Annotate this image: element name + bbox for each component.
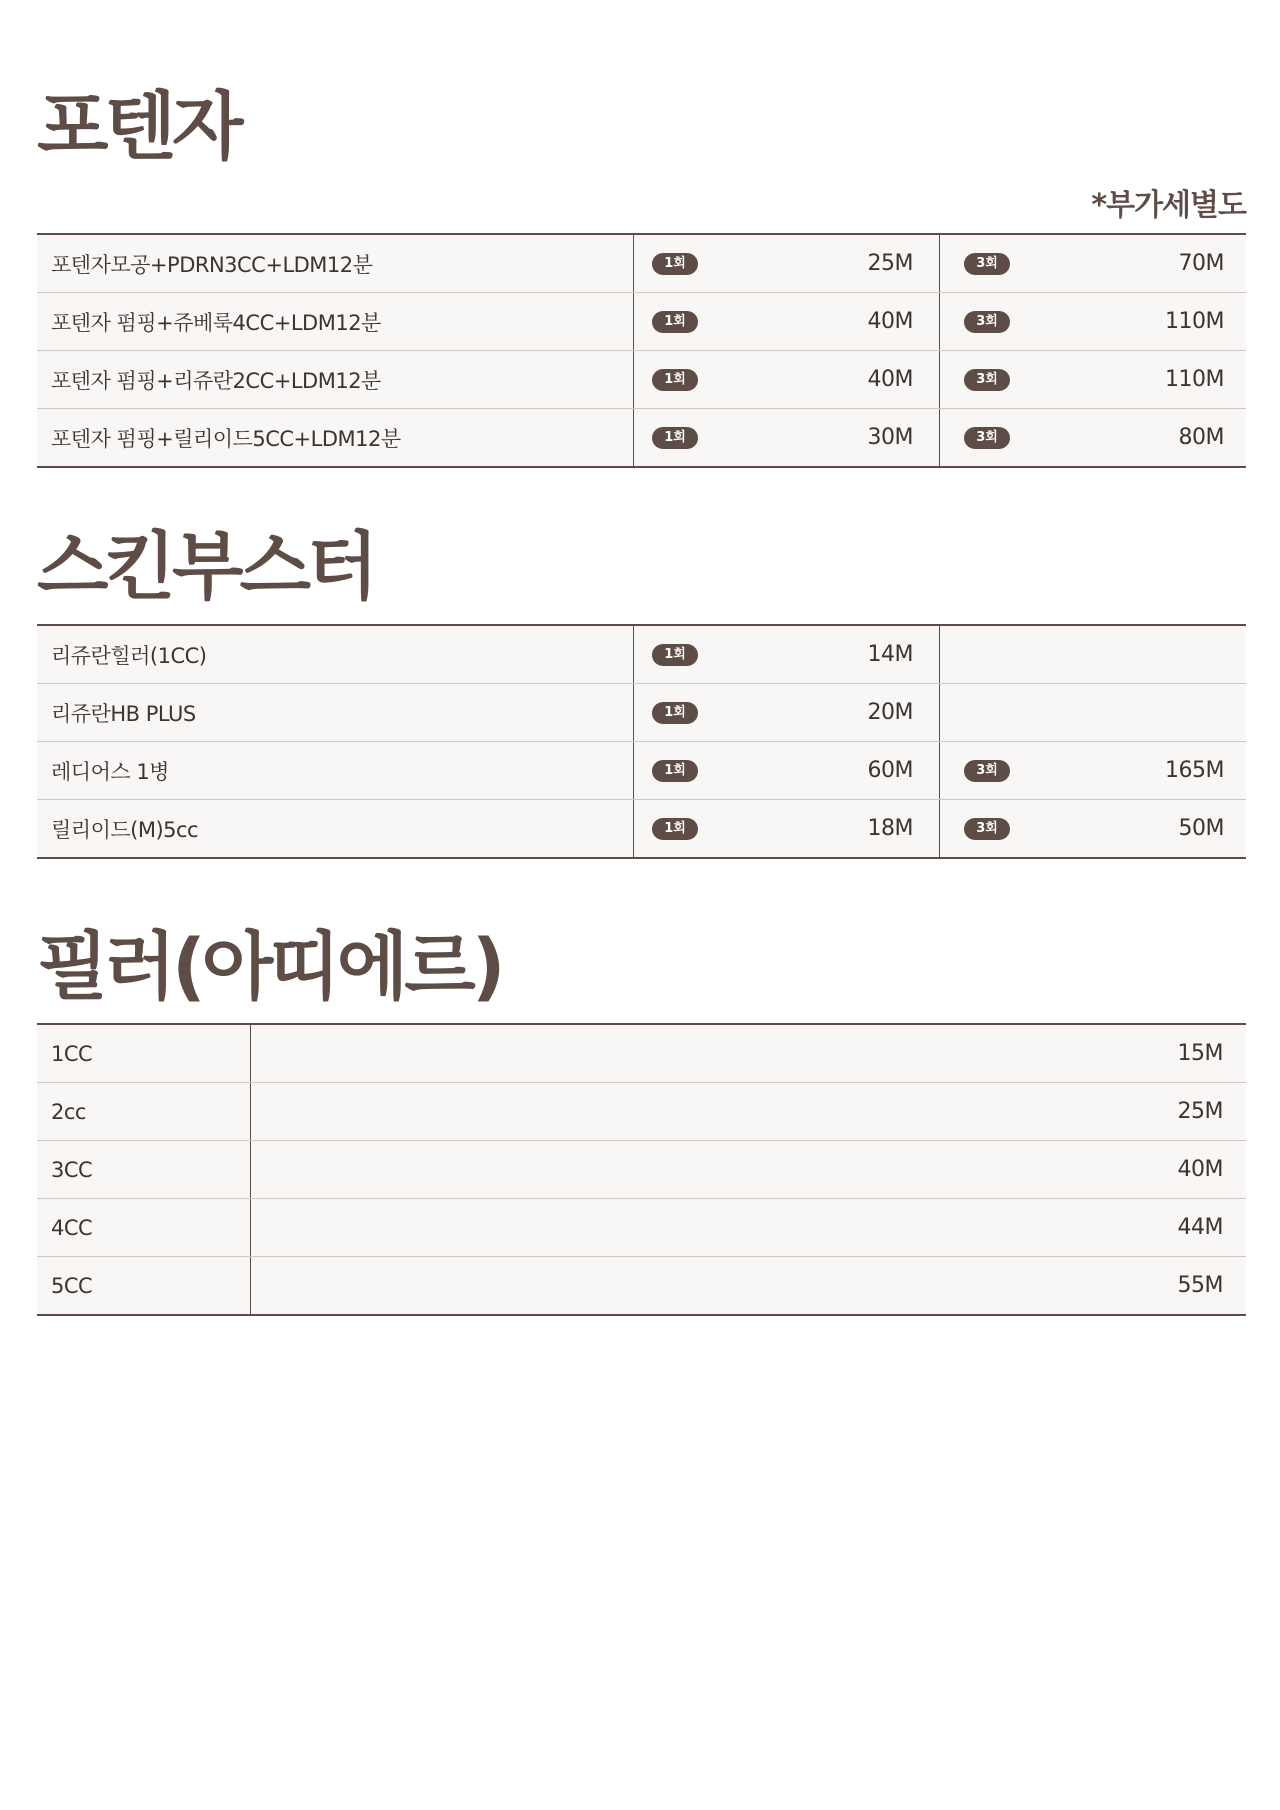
price-value: 70M: [1178, 251, 1224, 276]
filler-amount: 2cc: [37, 1083, 251, 1141]
empty-cell: [940, 625, 1247, 684]
session-badge: 3회: [964, 427, 1010, 449]
filler-amount: 5CC: [37, 1257, 251, 1316]
price-value: 165M: [1165, 758, 1224, 783]
session-badge: 1회: [652, 311, 698, 333]
skinbooster-price-table: [37, 624, 1246, 859]
price-value: 40M: [251, 1141, 1247, 1199]
table-row: [37, 409, 1246, 468]
session-badge: 1회: [652, 427, 698, 449]
potenza-price-table: [37, 233, 1246, 468]
table-row: [37, 351, 1246, 409]
session-badge: 3회: [964, 760, 1010, 782]
price-value: 25M: [867, 251, 913, 276]
price-value: 55M: [1177, 1273, 1223, 1298]
session-badge: 3회: [964, 253, 1010, 275]
price-value: 40M: [867, 309, 913, 334]
treatment-name: 리쥬란힐러(1CC): [37, 625, 634, 684]
price-value: 20M: [867, 700, 913, 725]
session-badge: 3회: [964, 818, 1010, 840]
price-value: 110M: [1165, 309, 1224, 334]
treatment-name: 포텐자 펌핑+리쥬란2CC+LDM12분: [37, 351, 634, 409]
session-badge: 1회: [652, 818, 698, 840]
session-badge: 1회: [652, 369, 698, 391]
empty-cell: [940, 684, 1247, 742]
price-value: 110M: [1165, 367, 1224, 392]
session-badge: 1회: [652, 760, 698, 782]
table-row: [37, 1083, 1246, 1141]
price-value: 30M: [867, 425, 913, 450]
table-row: [37, 800, 1246, 859]
vat-note: *부가세별도: [1091, 188, 1246, 223]
treatment-name: 포텐자 펌핑+릴리이드5CC+LDM12분: [37, 409, 634, 468]
table-row: [37, 684, 1246, 742]
treatment-name: 릴리이드(M)5cc: [37, 800, 634, 859]
price-value: 50M: [1178, 816, 1224, 841]
section-title-potenza: 포텐자: [37, 84, 240, 170]
price-value: 15M: [251, 1024, 1247, 1083]
price-value: 80M: [1178, 425, 1224, 450]
filler-price-table: [37, 1023, 1246, 1316]
section-title-filler: 필러(아띠에르): [37, 924, 502, 1010]
session-badge: 3회: [964, 369, 1010, 391]
price-value: 18M: [867, 816, 913, 841]
price-value: 14M: [867, 642, 913, 667]
table-row: [37, 234, 1246, 293]
table-row: [37, 293, 1246, 351]
price-value: 60M: [867, 758, 913, 783]
session-badge: 1회: [652, 253, 698, 275]
table-row: [37, 1141, 1246, 1199]
table-row: [37, 742, 1246, 800]
treatment-name: 리쥬란HB PLUS: [37, 684, 634, 742]
table-row: [37, 1199, 1246, 1257]
filler-amount: 4CC: [37, 1199, 251, 1257]
session-badge: 1회: [652, 702, 698, 724]
filler-amount: 3CC: [37, 1141, 251, 1199]
section-title-skinbooster: 스킨부스터: [37, 524, 375, 610]
session-badge: 3회: [964, 311, 1010, 333]
price-value: 40M: [867, 367, 913, 392]
table-row: [37, 1024, 1246, 1083]
treatment-name: 레디어스 1병: [37, 742, 634, 800]
treatment-name: 포텐자 펌핑+쥬베룩4CC+LDM12분: [37, 293, 634, 351]
price-value: 25M: [251, 1083, 1247, 1141]
table-row: [37, 1257, 1246, 1316]
filler-amount: 1CC: [37, 1024, 251, 1083]
treatment-name: 포텐자모공+PDRN3CC+LDM12분: [37, 234, 634, 293]
price-value: 44M: [251, 1199, 1247, 1257]
session-badge: 1회: [652, 644, 698, 666]
table-row: [37, 625, 1246, 684]
